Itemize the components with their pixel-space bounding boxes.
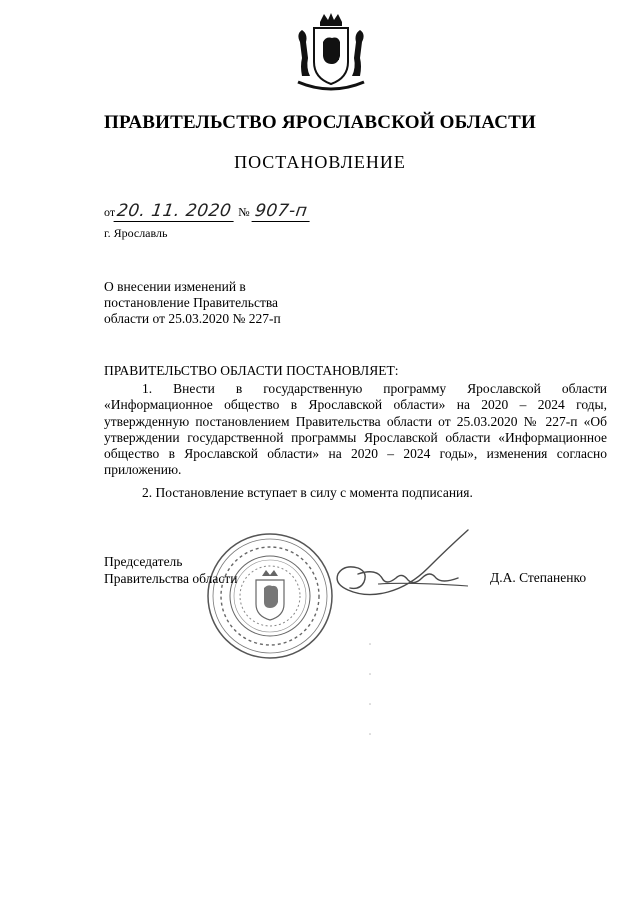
- document-subject: [104, 279, 324, 327]
- date-value: 20. 11. 2020: [114, 201, 237, 222]
- number-label: №: [238, 205, 250, 219]
- official-seal-icon: [204, 530, 336, 662]
- paragraph-1: 1. Внести в государственную программу Ярославской области «Информационное общество в Ярославской области» на 2020 – 2024 годы, утвержденную постановлением Правительства области от 25.03.2020 № 227-п «Об утверждении государственной программы Ярославской области «Информационное общество в Ярославской области» на 2020 – 2024 годы», изменения согласно приложению.: [104, 381, 607, 478]
- document-number: 907-п: [251, 201, 312, 222]
- signatory-name: Д.А. Степаненко: [490, 570, 587, 585]
- position-line: Правительства области: [104, 571, 238, 586]
- decree-heading: ПРАВИТЕЛЬСТВО ОБЛАСТИ ПОСТАНОВЛЯЕТ:: [104, 363, 399, 378]
- subject-line: О внесении изменений в: [104, 279, 246, 294]
- document-type: ПОСТАНОВЛЕНИЕ: [234, 152, 406, 172]
- city: г. Ярославль: [104, 226, 168, 240]
- coat-of-arms-icon: [290, 12, 372, 98]
- government-title: ПРАВИТЕЛЬСТВО ЯРОСЛАВСКОЙ ОБЛАСТИ: [104, 112, 536, 133]
- scan-artifact-dots: [368, 640, 372, 760]
- subject-line: постановление Правительства: [104, 295, 279, 310]
- signatory-position: [104, 553, 237, 587]
- date-number-line: [104, 201, 311, 222]
- date-prefix: от: [104, 205, 116, 219]
- handwritten-signature-icon: [318, 528, 478, 608]
- position-line: Председатель: [104, 554, 183, 569]
- paragraph-2: 2. Постановление вступает в силу с момента подписания.: [142, 485, 473, 500]
- subject-line: области от 25.03.2020 № 227-п: [104, 311, 281, 326]
